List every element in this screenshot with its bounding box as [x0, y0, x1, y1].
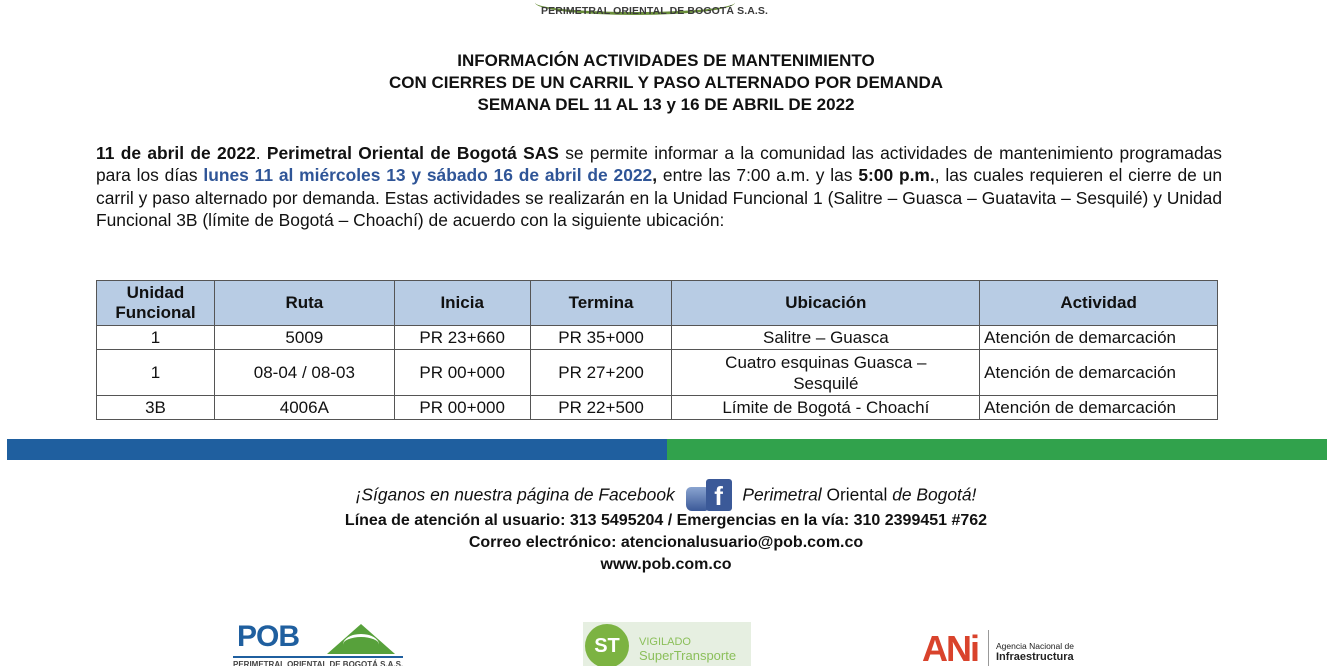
table-header-row — [97, 281, 1218, 326]
activities-table — [96, 280, 1218, 420]
title-line-1: INFORMACIÓN ACTIVIDADES DE MANTENIMIENTO — [457, 51, 875, 70]
table-row — [97, 326, 1218, 350]
website-line[interactable]: www.pob.com.co — [600, 556, 732, 573]
paragraph-text-1: se permite informar a la comunidad las actividades de mantenimiento programadas para los días — [96, 143, 1222, 186]
vigilado-label: VIGILADO — [639, 636, 691, 648]
col-termina: Termina — [530, 281, 672, 326]
divider-bar-blue — [7, 439, 667, 460]
cell-inicia: PR 00+000 — [394, 350, 530, 396]
paragraph-text-3: , las cuales requieren el cierre de un carril y paso alternado por demanda. Estas actividades se realizarán en la Unidad Funcional 1 (Salitre – Guasca – Guatavita – Sesquilé) y Unidad Funcional 3B (límite de Bogotá – Choachí) de acuerdo con la siguiente ubicación: — [96, 165, 1223, 231]
cell-ruta: 5009 — [214, 326, 394, 350]
cell-ubicacion: Salitre – Guasca — [672, 326, 980, 350]
facebook-text-left: ¡Síganos en nuestra página de Facebook — [355, 484, 675, 505]
pob-logo-word: POB — [237, 620, 300, 653]
cell-unidad: 1 — [97, 350, 215, 396]
header-logo — [533, 0, 769, 22]
facebook-f-box: f — [706, 479, 732, 511]
facebook-like-icon[interactable] — [684, 479, 734, 513]
facebook-text-italic: Perimetral — [742, 484, 822, 505]
ani-separator — [988, 630, 989, 666]
cell-actividad: Atención de demarcación — [980, 326, 1218, 350]
ani-logo — [922, 626, 1092, 666]
email-line[interactable]: Correo electrónico: atencionalusuario@pob.com.co — [468, 534, 864, 551]
col-unidad-funcional: Unidad Funcional — [97, 281, 215, 326]
col-ubicacion: Ubicación — [672, 281, 980, 326]
facebook-line — [0, 479, 1332, 513]
pob-logo-subtitle: PERIMETRAL ORIENTAL DE BOGOTÁ S.A.S. — [233, 656, 403, 666]
document-title — [0, 50, 1332, 116]
supertransporte-mark: ST — [585, 624, 629, 666]
cell-ruta: 4006A — [214, 396, 394, 420]
cell-ubicacion: Cuatro esquinas Guasca – Sesquilé — [672, 350, 980, 396]
ani-line-2: Infraestructura — [996, 651, 1074, 663]
table-row — [97, 396, 1218, 420]
pob-logo — [233, 618, 403, 666]
intro-paragraph — [96, 142, 1222, 232]
facebook-text-plain: Oriental — [821, 484, 893, 505]
supertransporte-logo — [583, 622, 751, 666]
divider-bar-green — [667, 439, 1327, 460]
cell-termina: PR 22+500 — [530, 396, 672, 420]
col-ruta: Ruta — [214, 281, 394, 326]
cell-ruta: 08-04 / 08-03 — [214, 350, 394, 396]
paragraph-text-2: entre las 7:00 a.m. y las — [657, 165, 859, 186]
pob-arc-shape — [343, 634, 379, 655]
title-line-3: SEMANA DEL 11 AL 13 y 16 DE ABRIL DE 2022 — [477, 95, 855, 114]
thumb-shape — [686, 487, 708, 511]
cell-inicia: PR 00+000 — [394, 396, 530, 420]
col-inicia: Inicia — [394, 281, 530, 326]
cell-inicia: PR 23+660 — [394, 326, 530, 350]
table-row — [97, 350, 1218, 396]
contact-info — [0, 510, 1332, 576]
header-logo-text: PERIMETRAL ORIENTAL DE BOGOTÁ S.A.S. — [541, 5, 769, 17]
company-name: Perimetral Oriental de Bogotá SAS — [266, 143, 559, 163]
cell-actividad: Atención de demarcación — [980, 350, 1218, 396]
col-actividad: Actividad — [980, 281, 1218, 326]
cell-unidad: 3B — [97, 396, 215, 420]
ani-mark: ANi — [922, 628, 978, 666]
title-line-2: CON CIERRES DE UN CARRIL Y PASO ALTERNADO POR DEMANDA — [388, 73, 944, 92]
notice-date: 11 de abril de 2022 — [96, 143, 256, 163]
cell-termina: PR 35+000 — [530, 326, 672, 350]
scheduled-days: lunes 11 al miércoles 13 y sábado 16 de abril de 2022 — [203, 165, 653, 186]
supertransporte-label: SuperTransporte — [639, 648, 737, 663]
cell-actividad: Atención de demarcación — [980, 396, 1218, 420]
phone-line: Línea de atención al usuario: 313 5495204 / Emergencias en la vía: 310 2399451 #762 — [344, 512, 988, 529]
cell-termina: PR 27+200 — [530, 350, 672, 396]
end-time: 5:00 p.m. — [858, 165, 935, 186]
paragraph-sep: . — [255, 143, 267, 163]
cell-unidad: 1 — [97, 326, 215, 350]
facebook-text-end: de Bogotá! — [892, 484, 977, 505]
ani-line-1: Agencia Nacional de — [996, 641, 1074, 651]
cell-ubicacion: Límite de Bogotá - Choachí — [672, 396, 980, 420]
paragraph-comma: , — [652, 165, 658, 186]
